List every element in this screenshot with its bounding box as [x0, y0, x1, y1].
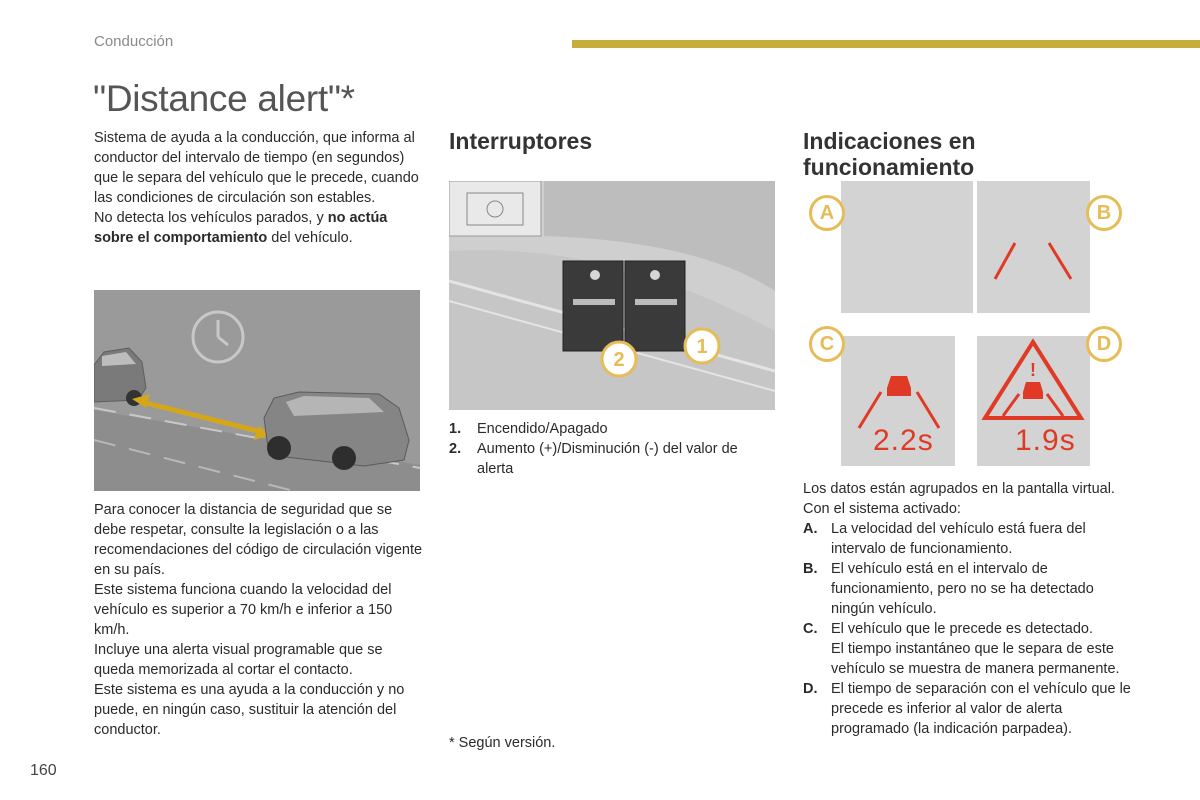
indications-text: [803, 479, 1138, 739]
indications-heading: Indicaciones en funcionamiento: [803, 128, 976, 180]
list-item: [449, 419, 769, 439]
callout-1: [685, 329, 719, 363]
usage-paragraph-2: Este sistema funciona cuando la velocidad del vehículo es superior a 70 km/h e inferior a 150 km/h.: [94, 582, 393, 638]
list-item-letter: B.: [803, 561, 818, 577]
list-item: [449, 439, 769, 479]
list-item-number: 2.: [449, 441, 462, 457]
list-item: [803, 619, 1138, 679]
switches-heading: Interruptores: [449, 128, 593, 154]
header-accent-bar: [572, 40, 1200, 48]
time-readout-c: 2.2s: [873, 424, 934, 457]
indications-intro-2: Con el sistema activado:: [803, 501, 961, 517]
callout-1-label: 1: [696, 336, 708, 358]
callout-2: [602, 342, 636, 376]
list-item-number: 1.: [449, 421, 462, 437]
display-panel-c: [841, 336, 955, 466]
list-item-letter: C.: [803, 621, 818, 637]
list-item-text: El tiempo de separación con el vehículo que le precede es inferior al valor de alerta programado (la indicación parpadea).: [831, 681, 1131, 737]
panel-label-d: D: [1086, 326, 1122, 362]
list-item: [803, 679, 1138, 739]
distance-illustration: [94, 290, 420, 491]
list-item-letter: D.: [803, 681, 818, 697]
list-item-text-wrap: [831, 619, 1138, 679]
page-title: "Distance alert"*: [93, 78, 355, 119]
list-item-text: El vehículo está en el intervalo de funcionamiento, pero no se ha detectado ningún vehículo.: [831, 561, 1094, 617]
list-item: [803, 519, 1138, 559]
list-item-text: Aumento (+)/Disminución (-) del valor de alerta: [477, 441, 738, 477]
time-readout-d: 1.9s: [1015, 424, 1076, 457]
indications-intro-1: Los datos están agrupados en la pantalla virtual.: [803, 481, 1115, 497]
display-panel-d: [977, 336, 1090, 466]
list-item-letter: A.: [803, 521, 818, 537]
list-item-text: Encendido/Apagado: [477, 421, 608, 437]
intro-paragraph-2: [94, 208, 424, 248]
list-item-extra: El tiempo instantáneo que le separa de este vehículo se muestra de manera permanente.: [831, 641, 1120, 677]
intro-text-bold: no actúa sobre el comportamiento: [94, 210, 388, 246]
switches-illustration: [449, 181, 775, 410]
list-item-text: La velocidad del vehículo está fuera del intervalo de funcionamiento.: [831, 521, 1086, 557]
section-label: Conducción: [94, 33, 174, 50]
usage-paragraph-4: Este sistema es una ayuda a la conducción y no puede, en ningún caso, sustituir la atención del conductor.: [94, 682, 405, 738]
footnote: * Según versión.: [449, 735, 556, 751]
list-item-text: El vehículo que le precede es detectado.: [831, 621, 1093, 637]
panel-label-c: C: [809, 326, 845, 362]
page-number: 160: [30, 762, 57, 779]
list-item: [803, 559, 1138, 619]
switches-list: [449, 419, 769, 479]
panel-label-a: A: [809, 195, 845, 231]
display-panel-b: [977, 181, 1090, 313]
intro-text-a: No detecta los vehículos parados, y: [94, 210, 328, 226]
panel-label-b: B: [1086, 195, 1122, 231]
intro-text-b: del vehículo.: [267, 230, 353, 246]
svg-text:!: !: [1030, 360, 1036, 380]
lane-lines-icon: [977, 181, 1090, 313]
display-panel-a: [841, 181, 973, 313]
intro-text: [94, 128, 424, 248]
usage-paragraph-3: Incluye una alerta visual programable que se queda memorizada al cortar el contacto.: [94, 642, 383, 678]
callout-2-label: 2: [613, 349, 625, 371]
usage-text: [94, 500, 424, 740]
intro-paragraph: Sistema de ayuda a la conducción, que informa al conductor del intervalo de tiempo (en segundos) que le separa del vehículo que le precede, cuando las condiciones de circulación son estables.: [94, 130, 419, 206]
usage-paragraph-1: Para conocer la distancia de seguridad que se debe respetar, consulte la legislación o a las recomendaciones del código de circulación vigente en su país.: [94, 502, 423, 578]
